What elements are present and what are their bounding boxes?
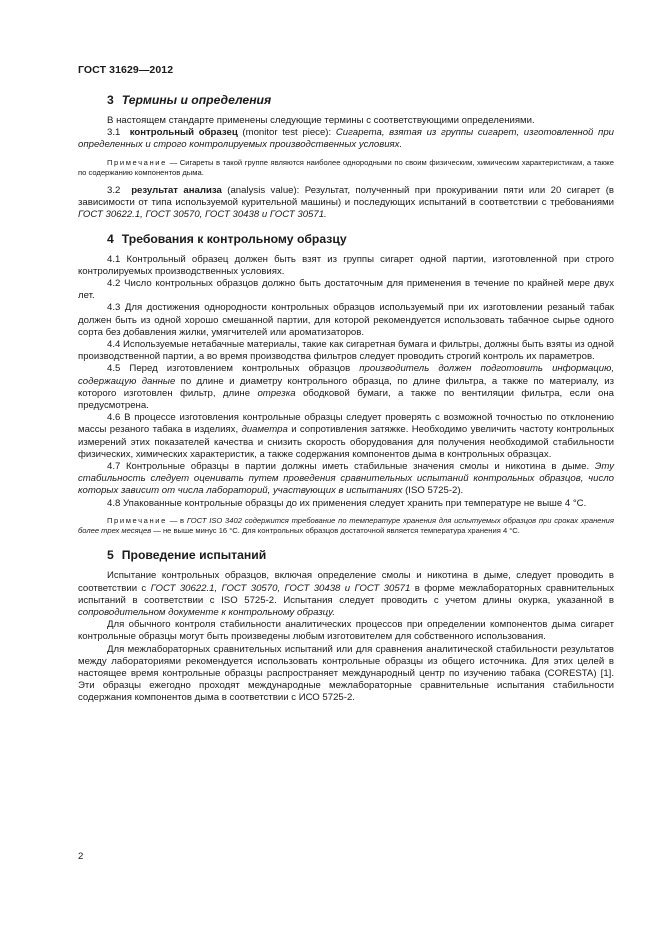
note-3-1: Примечание — Сигареты в такой группе являются наиболее однородными по своим физическим, химическим характеристикам, а также по содержанию компонентов дыма. [78,157,614,177]
clause-4-3: 4.3 Для достижения однородности контрольных образцов используемый при их изготовлении резаный табак должен быть из одной хорошо смешанной партии, для которой рекомендуется использовать табачное сырье одного сорта без добавления жилки, умягчителей или ароматизаторов. [78,302,614,338]
section-3-heading: 3 Термины и определения [107,93,272,107]
section-4-title: Требования к контрольному образцу [121,231,347,246]
section-5-title: Проведение испытаний [121,548,267,563]
section-5-para-3: Для межлабораторных сравнительных испытаний или для сравнения аналитической стабильности результатов между лабораториями рекомендуется использовать контрольные образцы из общего источника. Для этих целей в настоящее время контрольные образцы распространяет международный центр по изучению табака (CORESTA) [1]. Эти образцы ежегодно проходят международные межлабораторные сравнительные испытания стабильности содержания компонентов дыма в соответствии с ИСО 5725-2. [78,643,614,704]
clause-4-6: 4.6 В процессе изготовления контрольные образцы следует проверять с возможной точностью по отклонению массы резаного табака в изделиях, диаметра и сопротивления затяжке. Необходимо увеличить частоту контрольных измерений этих показателей качества и снизить скорость оборудования для получения необходимой стабильности физических, химических характеристик, а также содержания компонентов дыма в контрольных образцах. [78,412,614,460]
section-4-heading: 4 Требования к контрольному образцу [107,231,347,246]
clause-4-4: 4.4 Используемые нетабачные материалы, такие как сигаретная бумага и фильтры, должны быть взяты из одной производственной партии, а во время производства фильтров следует проводить строгий контроль их параметров. [78,339,614,363]
section-3-intro: В настоящем стандарте применены следующие термины с соответствующими определениями. [107,115,535,126]
term-3-2: 3.2 результат анализа (analysis value): Результат, полученный при прокуривании пяти или 20 сигарет (в зависимости от типа используемой курительной машины) и последующих испытаний в соответствии с требованиями ГОСТ 30622.1, ГОСТ 30570, ГОСТ 30438 и ГОСТ 30571. [78,185,614,221]
document-page [78,64,614,705]
section-5-para-2: Для обычного контроля стабильности аналитических процессов при определении компонентов дыма сигарет контрольные образцы могут быть произведены любым изготовителем для собственного использования. [78,619,614,643]
section-5-para-1: Испытание контрольных образцов, включая определение смолы и никотина в дыме, следует проводить в соответствии с ГОСТ 30622.1, ГОСТ 30570, ГОСТ 30438 и ГОСТ 30571 в форме межлабораторных сравнительных испытаний в соответствии с ISO 5725-2. Испытания следует проводить с учетом длины окурка, указанной в сопроводительном документе к контрольному образцу. [78,570,614,618]
clause-4-8: 4.8 Упакованные контрольные образцы до их применения следует хранить при температуре не выше 4 °С. [107,497,587,509]
clause-4-2: 4.2 Число контрольных образцов должно быть достаточным для применения в течение по крайней мере двух лет. [78,278,614,302]
clause-4-7: 4.7 Контрольные образцы в партии должны иметь стабильные значения смолы и никотина в дыме. Эту стабильность следует оценивать путем проведения сравнительных испытаний контрольных образцов, число которых зависит от числа лабораторий, участвующих в испытаниях (ISO 5725-2). [78,461,614,497]
clause-4-1: 4.1 Контрольный образец должен быть взят из группы сигарет одной партии, изготовленной при строго контролируемых производственных условиях. [78,253,614,277]
term-3-1: 3.1 контрольный образец (monitor test piece): Сигарета, взятая из группы сигарет, изготовленной при определенных и строго контролируемых производственных условиях. [78,127,614,151]
section-3-title: Термины и определения [121,93,272,107]
note-4-8: Примечание — в ГОСТ ISO 3402 содержится требование по температуре хранения для испытуемых образцов при сроках хранения более трех месяцев — не выше минус 16 °С. Для контрольных образцов достаточной является температура хранения 4 °С. [78,515,614,536]
section-5-heading: 5 Проведение испытаний [107,548,267,563]
clause-4-5: 4.5 Перед изготовлением контрольных образцов производитель должен подготовить информацию, содержащую данные по длине и диаметру контрольного образца, по длине фильтра, а также по материалу, из которого изготовлен фильтр, длине отрезка ободковой бумаги, а также по вентиляции фильтра, если она предусмотрена. [78,363,615,412]
document-header: ГОСТ 31629—2012 [78,64,174,76]
page-number: 2 [78,851,84,862]
